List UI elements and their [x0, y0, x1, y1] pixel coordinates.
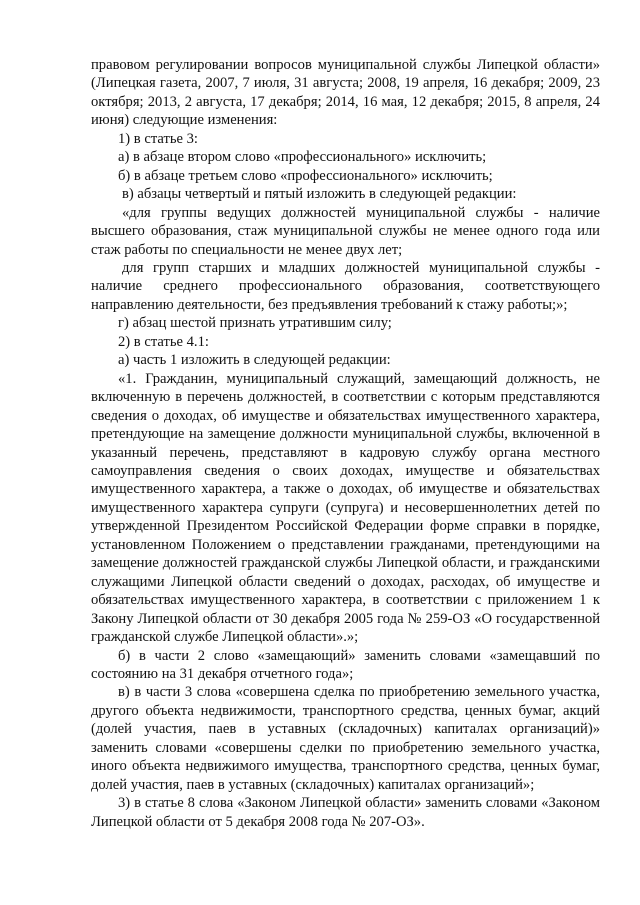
paragraph-intro: правовом регулировании вопросов муниципальной службы Липецкой области» (Липецкая газета, 2007, 7 июля, 31 августа; 2008, 19 апреля, 16 декабря; 2009, 23 октября; 2013, 2 августа, 17 декабря; 2014, 16 мая, 12 декабря; 2015, 8 апреля, 24 июня) следующие изменения: [91, 57, 600, 129]
document-page [91, 56, 600, 831]
paragraph-part-1: а) часть 1 изложить в следующей редакции: [118, 352, 391, 369]
paragraph-item-g: г) абзац шестой признать утратившим силу; [118, 315, 392, 332]
paragraph-article-4-1: 2) в статье 4.1: [118, 333, 209, 350]
paragraph-part-2: б) в части 2 слово «замещающий» заменить словами «замещавший по состоянию на 31 декабря отчетного года»; [91, 647, 600, 682]
paragraph-article-8: 3) в статье 8 слова «Законом Липецкой области» заменить словами «Законом Липецкой области от 5 декабря 2008 года № 207-ОЗ». [91, 795, 600, 830]
paragraph-article-3: 1) в статье 3: [118, 130, 198, 147]
paragraph-quote-part-1: «1. Гражданин, муниципальный служащий, замещающий должность, не включенную в перечень должностей, в соответствии с которым представляются сведения о доходах, об имуществе и обязательствах имущественного характера, претендующие на замещение должности муниципальной службы, включенной в указанный перечень, представляют в кадровую службу органа местного самоуправления сведения о своих доходах, имуществе и обязательствах имущественного характера, а также о доходах, об имуществе и обязательствах имущественного характера супруги (супруга) и несовершеннолетних детей по утвержденной Президентом Российской Федерации форме справки в порядке, установленном Положением о представлении гражданами, претендующими на замещение должностей гражданской службы Липецкой области, и гражданскими служащими Липецкой области сведений о доходах, расходах, об имуществе и обязательствах имущественного характера, в соответствии с приложением 1 к Закону Липецкой области от 30 декабря 2005 года № 259-ОЗ «О государственной гражданской службе Липецкой области».»; [91, 370, 600, 646]
paragraph-quote-senior: «для группы ведущих должностей муниципальной службы - наличие высшего образования, стаж муниципальной службы не менее одного года или стаж работы по специальности не менее двух лет; [91, 204, 600, 258]
paragraph-quote-junior: для групп старших и младших должностей муниципальной службы - наличие среднего профессионального образования, соответствующего направлению деятельности, без предъявления требований к стажу работы;»; [91, 259, 600, 313]
paragraph-part-3: в) в части 3 слова «совершена сделка по приобретению земельного участка, другого объекта недвижимости, транспортного средства, ценных бумаг, акций (долей участия, паев в уставных (складочных) капиталах организаций)» заменить словами «совершены сделки по приобретению земельного участка, иного объекта недвижимого имущества, транспортного средства, ценных бумаг, долей участия, паев в уставных (складочных) капиталах организаций»; [91, 684, 600, 793]
paragraph-item-b: б) в абзаце третьем слово «профессионального» исключить; [118, 167, 493, 184]
paragraph-item-v: в) абзацы четвертый и пятый изложить в следующей редакции: [122, 186, 517, 203]
paragraph-item-a: а) в абзаце втором слово «профессионального» исключить; [118, 149, 487, 166]
